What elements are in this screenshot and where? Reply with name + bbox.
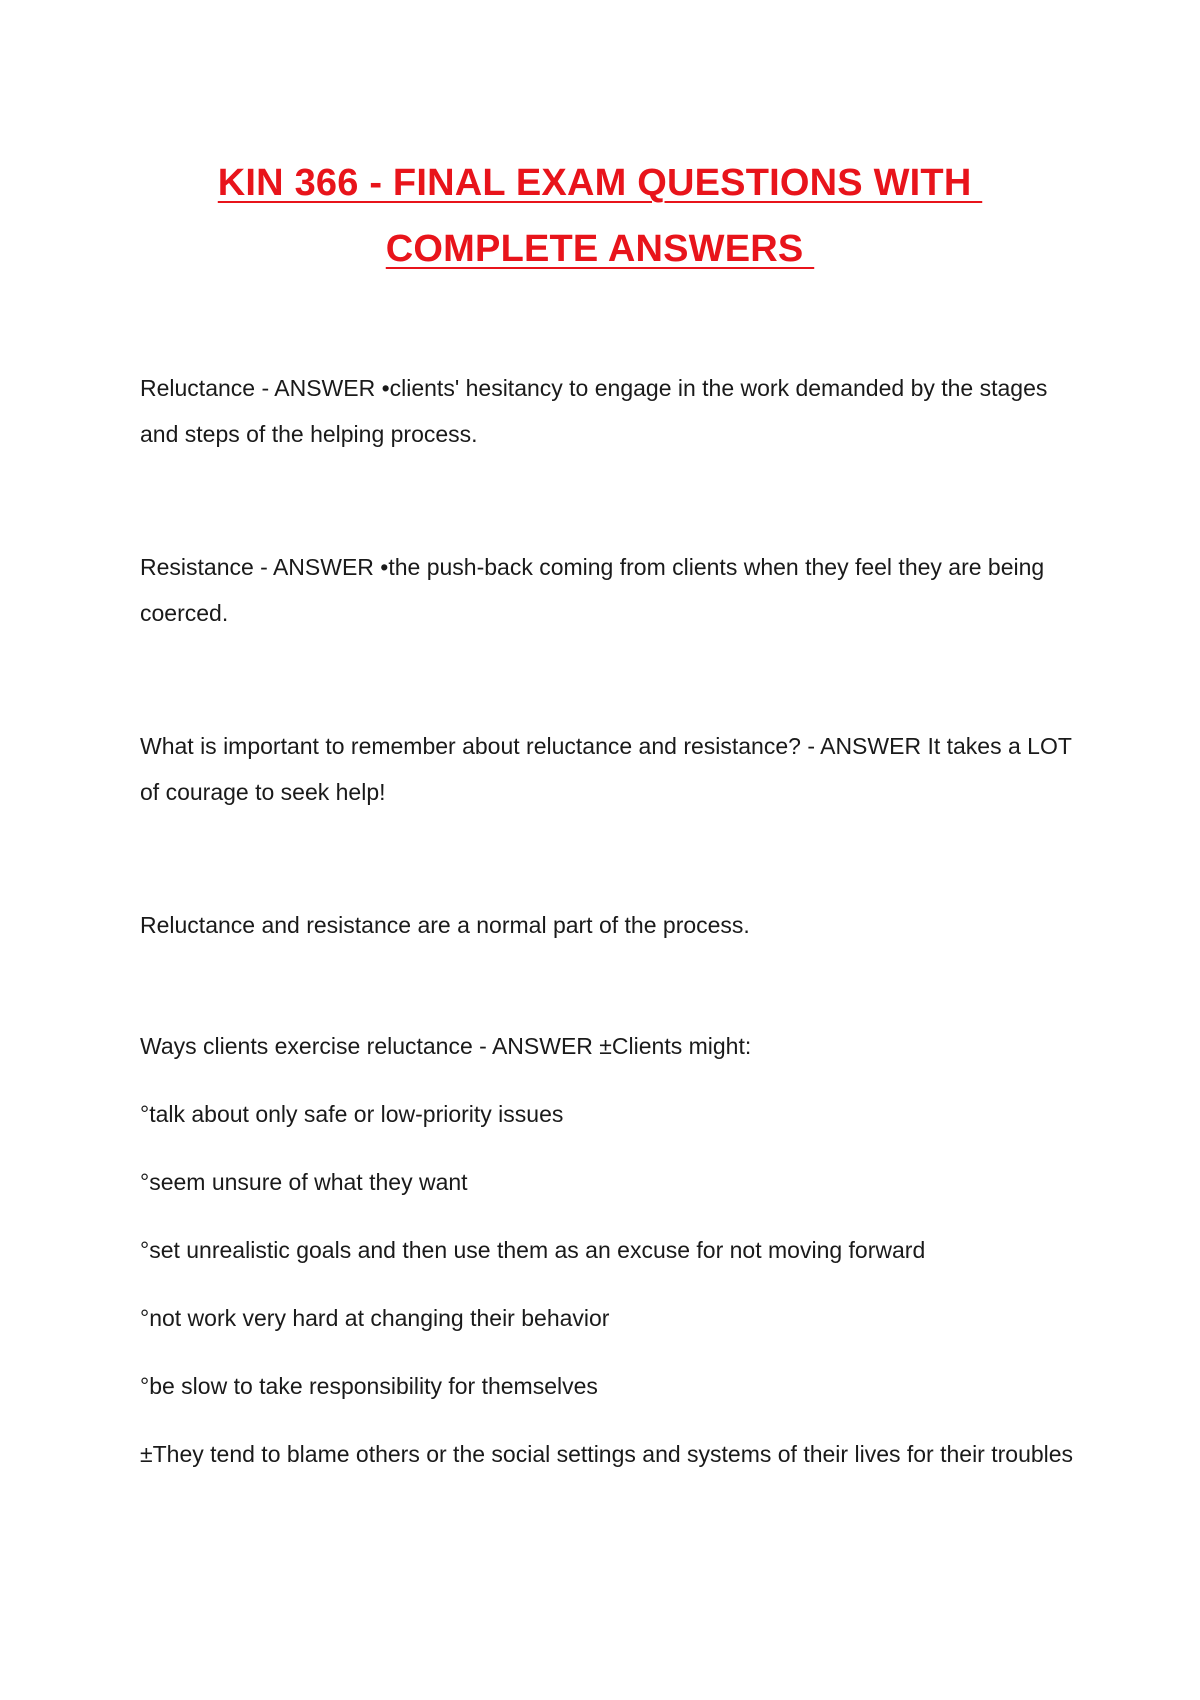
title-line-2: COMPLETE ANSWERS [385, 228, 815, 270]
normal-part-note: Reluctance and resistance are a normal part of the process. [140, 912, 750, 938]
list-item: °seem unsure of what they want [140, 1169, 468, 1195]
document-body [140, 365, 1075, 1477]
list-item: °set unrealistic goals and then use them as an excuse for not moving forward [140, 1237, 926, 1263]
document-title [0, 150, 1200, 282]
list-item: °be slow to take responsibility for themselves [140, 1373, 598, 1399]
ways-heading: Ways clients exercise reluctance - ANSWER ±Clients might: [140, 1033, 752, 1059]
qa-important: What is important to remember about reluctance and resistance? - ANSWER It takes a LOT of courage to seek help! [140, 733, 1072, 805]
list-item: °talk about only safe or low-priority issues [140, 1101, 564, 1127]
qa-reluctance: Reluctance - ANSWER •clients' hesitancy to engage in the work demanded by the stages and steps of the helping process. [140, 375, 1048, 447]
list-item: °not work very hard at changing their behavior [140, 1305, 610, 1331]
ways-closing: ±They tend to blame others or the social settings and systems of their lives for their troubles [140, 1441, 1074, 1467]
title-line-1: KIN 366 - FINAL EXAM QUESTIONS WITH [217, 162, 983, 204]
qa-resistance: Resistance - ANSWER •the push-back coming from clients when they feel they are being coerced. [140, 554, 1045, 626]
